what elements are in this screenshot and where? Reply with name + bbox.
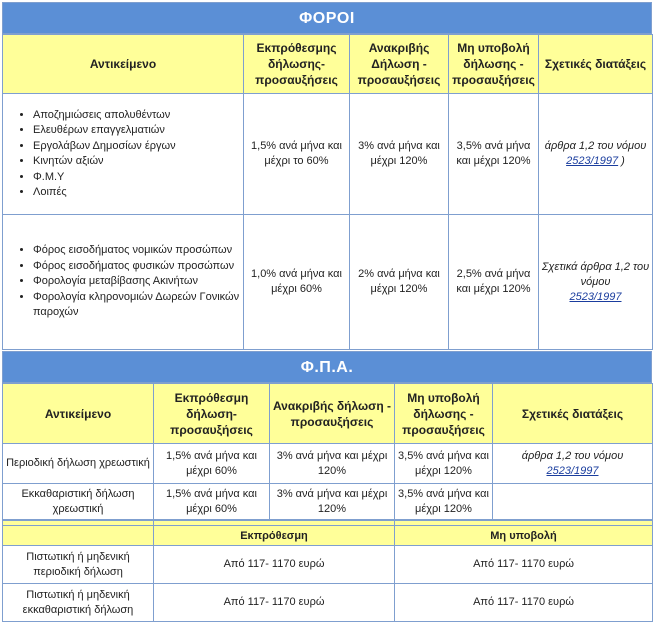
late-filing-value: 1,0% ανά μήνα και μέχρι 60%: [244, 215, 350, 350]
list-item: • Ελευθέρων επαγγελματιών: [33, 123, 243, 139]
header-inaccurate: Ανακριβής Δήλωση - προσαυξήσεις: [350, 35, 449, 94]
inaccurate-value: 3% ανά μήνα και μέχρι 120%: [270, 444, 395, 484]
table-row: [3, 215, 653, 350]
taxes-table: [2, 34, 653, 350]
provisions-suffix: ): [618, 155, 625, 167]
vat-banner: Φ.Π.Α.: [2, 351, 652, 383]
subject-list: [3, 108, 243, 201]
list-item: • Λοιπές: [33, 185, 243, 201]
table-row: [3, 444, 653, 484]
vat-subheader-row: [3, 526, 653, 546]
subheader-late: Εκπρόθεσμη: [154, 526, 395, 546]
late-filing-value: 1,5% ανά μήνα και μέχρι 60%: [154, 484, 270, 520]
header-provisions: Σχετικές διατάξεις: [493, 384, 653, 444]
list-item: • Φορολογία κληρονομιών Δωρεών Γονικών παροχών: [33, 290, 243, 321]
inaccurate-value: 3% ανά μήνα και μέχρι 120%: [350, 94, 449, 215]
vat-header-row: [3, 384, 653, 444]
header-provisions: Σχετικές διατάξεις: [539, 35, 653, 94]
table-row: [3, 94, 653, 215]
inaccurate-value: 2% ανά μήνα και μέχρι 120%: [350, 215, 449, 350]
table-row: [3, 584, 653, 622]
non-filing-value: 2,5% ανά μήνα και μέχρι 120%: [449, 215, 539, 350]
subject-list-cell: [3, 94, 244, 215]
subject-cell: Εκκαθαριστική δήλωση χρεωστική: [3, 484, 154, 520]
list-item: • Φόρος εισοδήματος νομικών προσώπων: [33, 243, 243, 259]
list-item: • Φόρος εισοδήματος φυσικών προσώπων: [33, 259, 243, 275]
non-filing-value: 3,5% ανά μήνα και μέχρι 120%: [395, 444, 493, 484]
law-link[interactable]: 2523/1997: [566, 155, 619, 167]
table-row: [3, 484, 653, 520]
subject-cell: Περιοδική δήλωση χρεωστική: [3, 444, 154, 484]
list-item: • Φ.Μ.Υ: [33, 170, 243, 186]
late-filing-value: Από 117- 1170 ευρώ: [154, 584, 395, 622]
law-link[interactable]: 2523/1997: [569, 290, 622, 303]
header-late-filing: Εκπρόθεσμη δήλωση- προσαυξήσεις: [154, 384, 270, 444]
provisions-cell: [493, 484, 653, 520]
provisions-text: άρθρα 1,2 του νόμου: [544, 140, 647, 152]
header-inaccurate: Ανακριβής δήλωση - προσαυξήσεις: [270, 384, 395, 444]
header-non-filing: Μη υποβολή δήλωσης - προσαυξήσεις: [395, 384, 493, 444]
taxes-header-row: [3, 35, 653, 94]
subject-cell: Πιστωτική ή μηδενική περιοδική δήλωση: [3, 546, 154, 584]
provisions-cell: [539, 215, 653, 350]
header-subject: Αντικείμενο: [3, 35, 244, 94]
subheader-non-filing: Μη υποβολή: [395, 526, 653, 546]
law-link[interactable]: 2523/1997: [546, 464, 599, 477]
inaccurate-value: 3% ανά μήνα και μέχρι 120%: [270, 484, 395, 520]
subject-cell: Πιστωτική ή μηδενική εκκαθαριστική δήλωση: [3, 584, 154, 622]
late-filing-value: 1,5% ανά μήνα και μέχρι 60%: [154, 444, 270, 484]
list-item: • Φορολογία μεταβίβασης Ακινήτων: [33, 274, 243, 290]
header-non-filing: Μη υποβολή δήλωσης - προσαυξήσεις: [449, 35, 539, 94]
non-filing-value: 3,5% ανά μήνα και μέχρι 120%: [449, 94, 539, 215]
list-item: • Κινητών αξιών: [33, 154, 243, 170]
subheader-blank: [3, 526, 154, 546]
provisions-cell: [493, 444, 653, 484]
vat-penalty-table: [2, 520, 653, 622]
list-item: • Εργολάβων Δημοσίων έργων: [33, 139, 243, 155]
table-row: [3, 546, 653, 584]
subject-list: [3, 243, 243, 321]
list-item: • Αποζημιώσεις απολυθέντων: [33, 108, 243, 124]
non-filing-value: Από 117- 1170 ευρώ: [395, 546, 653, 584]
subject-list-cell: [3, 215, 244, 350]
vat-table: [2, 383, 653, 520]
non-filing-value: 3,5% ανά μήνα και μέχρι 120%: [395, 484, 493, 520]
provisions-text: Σχετικά άρθρα 1,2 του νόμου: [541, 260, 650, 288]
late-filing-value: 1,5% ανά μήνα και μέχρι το 60%: [244, 94, 350, 215]
late-filing-value: Από 117- 1170 ευρώ: [154, 546, 395, 584]
header-late-filing: Εκπρόθεσμης δήλωσης- προσαυξήσεις: [244, 35, 350, 94]
taxes-banner: ΦΟΡΟΙ: [2, 2, 652, 34]
header-subject: Αντικείμενο: [3, 384, 154, 444]
provisions-text: άρθρα 1,2 του νόμου: [521, 449, 624, 462]
provisions-cell: [539, 94, 653, 215]
non-filing-value: Από 117- 1170 ευρώ: [395, 584, 653, 622]
